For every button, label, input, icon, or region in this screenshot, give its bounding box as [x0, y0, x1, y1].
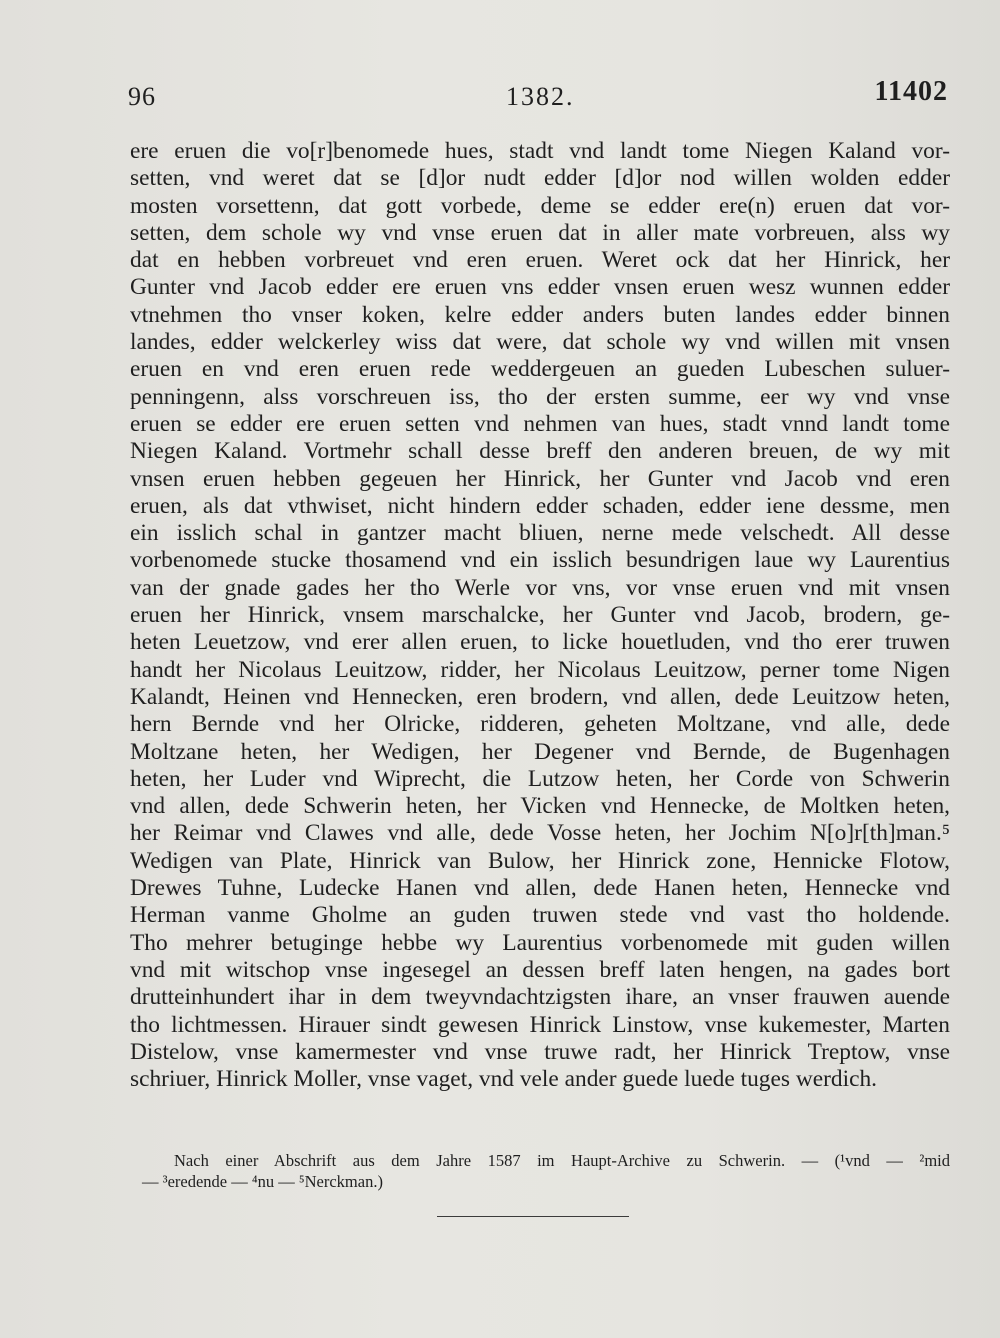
text-line: eruen her Hinrick, vnsem marschalcke, her Gunter vnd Jacob, brodern, ge- — [130, 602, 950, 629]
page-header — [128, 76, 948, 116]
text-line: ein isslich schal in gantzer macht bliuen, nerne mede velschedt. All desse — [130, 520, 950, 547]
text-line: vnd mit witschop vnse ingesegel an dessen breff laten hengen, na gades bort — [130, 956, 950, 983]
header-year: 1382. — [506, 82, 575, 111]
text-line: heten, her Luder vnd Wiprecht, die Lutzow heten, her Corde von Schwerin — [130, 765, 950, 792]
text-line: schriuer, Hinrick Moller, vnse vaget, vnd vele ander guede luede tuges werdich. — [130, 1066, 878, 1093]
text-line: setten, dem schole wy vnd vnse eruen dat in aller mate vorbreuen, alss wy — [130, 219, 950, 246]
text-line: van der gnade gades her tho Werle vor vns, vor vnse eruen vnd mit vnsen — [130, 574, 950, 601]
source-footnote — [130, 1150, 950, 1192]
text-line: vtnehmen tho vnser koken, kelre edder anders buten landes edder binnen — [130, 301, 950, 328]
text-line: ere eruen die vo[r]benomede hues, stadt vnd landt tome Niegen Kaland vor- — [130, 138, 950, 164]
text-line: Moltzane heten, her Wedigen, her Degener vnd Bernde, de Bugenhagen — [130, 738, 950, 765]
text-line: vnsen eruen hebben gegeuen her Hinrick, her Gunter vnd Jacob vnd eren — [130, 465, 950, 492]
text-line: landes, edder welckerley wiss dat were, dat schole wy vnd willen mit vnsen — [130, 329, 950, 356]
text-line: mosten vorsettenn, dat gott vorbede, deme se edder ere(n) eruen dat vor- — [130, 192, 950, 219]
text-line: vnd allen, dede Schwerin heten, her Vicken vnd Hennecke, de Moltken heten, — [130, 793, 950, 820]
text-line: dat en hebben vorbreuet vnd eren eruen. Weret ock dat her Hinrick, her — [130, 247, 950, 274]
text-line: Kalandt, Heinen vnd Hennecken, eren brodern, vnd allen, dede Leuitzow heten, — [130, 683, 950, 710]
text-line: Herman vanme Gholme an guden truwen stede vnd vast tho holdende. — [130, 902, 950, 929]
charter-text — [130, 138, 950, 1093]
text-line: setten, vnd weret dat se [d]or nudt edder [d]or nod willen wolden edder — [130, 165, 950, 192]
text-line: hern Bernde vnd her Olricke, ridderen, geheten Moltzane, vnd alle, dede — [130, 711, 950, 738]
document-number: 11402 — [874, 76, 948, 107]
text-line: vorbenomede stucke thosamend vnd ein isslich besundrigen laue wy Laurentius — [130, 547, 950, 574]
footnote-line: Nach einer Abschrift aus dem Jahre 1587 im Haupt-Archive zu Schwerin. — (¹vnd — ²mid — [174, 1151, 950, 1170]
text-line: Distelow, vnse kamermester vnd vnse truwe radt, her Hinrick Treptow, vnse — [130, 1038, 950, 1065]
text-line: Niegen Kaland. Vortmehr schall desse breff den anderen breuen, de wy mit — [130, 438, 950, 465]
page-number: 96 — [128, 82, 156, 111]
text-line: heten Leuetzow, vnd erer allen eruen, to licke houetluden, vnd tho erer truwen — [130, 629, 950, 656]
text-line: her Reimar vnd Clawes vnd alle, dede Vosse heten, her Jochim N[o]r[th]man.⁵ — [130, 820, 950, 847]
text-line: eruen, als dat vthwiset, nicht hindern edder schaden, edder iene dessme, men — [130, 492, 950, 519]
text-line: Drewes Tuhne, Ludecke Hanen vnd allen, dede Hanen heten, Hennecke vnd — [130, 875, 950, 902]
text-line: tho lichtmessen. Hirauer sindt gewesen Hinrick Linstow, vnse kukemester, Marten — [130, 1011, 950, 1038]
text-line: handt her Nicolaus Leuitzow, ridder, her Nicolaus Leuitzow, perner tome Nigen — [130, 656, 950, 683]
text-line: eruen se edder ere eruen setten vnd nehmen van hues, stadt vnnd landt tome — [130, 410, 950, 437]
text-line: penningenn, alss vorschreuen iss, tho der ersten summe, eer wy vnd vnse — [130, 383, 950, 410]
text-line: drutteinhundert ihar in dem tweyvndachtzigsten ihare, an vnser frauwen auende — [130, 984, 950, 1011]
footnote-line: — ³eredende — ⁴nu — ⁵Nerckman.) — [142, 1172, 383, 1191]
text-line: Gunter vnd Jacob edder ere eruen vns edder vnsen eruen wesz wunnen edder — [130, 274, 950, 301]
end-rule — [437, 1216, 629, 1217]
text-line: eruen en vnd eren eruen rede weddergeuen an gueden Lubeschen suluer- — [130, 356, 950, 383]
text-line: Wedigen van Plate, Hinrick van Bulow, her Hinrick zone, Hennicke Flotow, — [130, 847, 950, 874]
text-line: Tho mehrer betuginge hebbe wy Laurentius vorbenomede mit guden willen — [130, 929, 950, 956]
